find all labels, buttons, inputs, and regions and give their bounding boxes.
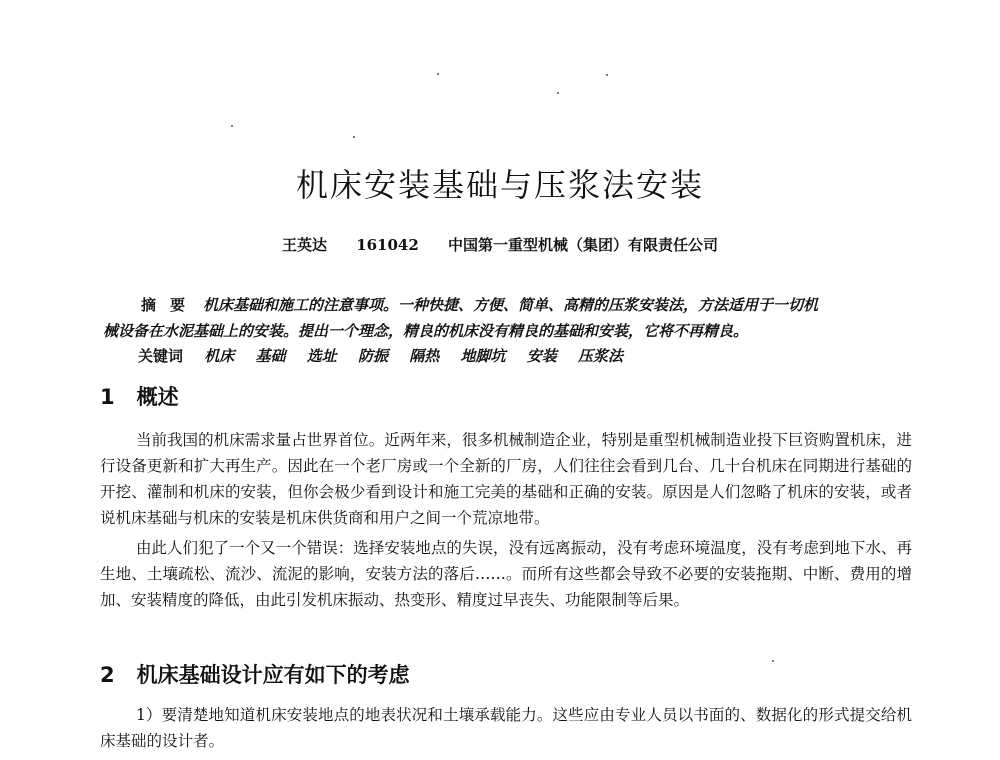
- scan-speck: [437, 73, 439, 75]
- keyword: 机床: [204, 347, 235, 365]
- scan-speck: [772, 660, 774, 662]
- scan-speck: [557, 92, 559, 94]
- abstract-line-2: 械设备在水泥基础上的安装。提出一个理念，精良的机床没有精良的基础和安装，它将不再精良。: [103, 322, 749, 340]
- author-name: 王英达: [281, 236, 327, 254]
- abstract-line-1: [103, 292, 913, 318]
- keywords: [138, 345, 639, 366]
- section-1-heading: [100, 381, 179, 411]
- author-line: [0, 234, 1000, 255]
- section-2-heading: [100, 659, 410, 689]
- keyword: 隔热: [409, 347, 440, 365]
- section-title: 概述: [136, 385, 179, 409]
- keyword: 基础: [255, 347, 286, 365]
- section-1-paragraph-2: 由此人们犯了一个又一个错误：选择安装地点的失误，没有远离振动，没有考虑环境温度，没有考虑到地下水、再生地、土壤疏松、流沙、流泥的影响，安装方法的落后……。而所有这些都会导致不必要的安装拖期、中断、费用的增加、安装精度的降低，由此引发机床振动、热变形、精度过早丧失、功能限制等后果。: [100, 539, 912, 609]
- keywords-label: 关键词: [138, 347, 184, 365]
- keyword: 压浆法: [578, 347, 624, 365]
- scan-speck: [231, 125, 233, 127]
- author-postcode: 161042: [356, 236, 419, 254]
- abstract-text-1: 机床基础和施工的注意事项。一种快捷、方便、简单、高精的压浆安装法，方法适用于一切机: [203, 296, 819, 314]
- section-title: 机床基础设计应有如下的考虑: [136, 663, 410, 687]
- abstract-label: 摘要: [141, 296, 200, 314]
- abstract: [103, 292, 913, 344]
- keyword: 选址: [306, 347, 337, 365]
- section-number: 2: [100, 663, 115, 687]
- section-1-paragraph-1: 当前我国的机床需求量占世界首位。近两年来，很多机械制造企业，特别是重型机械制造业投下巨资购置机床，进行设备更新和扩大再生产。因此在一个老厂房或一个全新的厂房，人们往往会看到几台、几十台机床在同期进行基础的开挖、灌制和机床的安装，但你会极少看到设计和施工完美的基础和正确的安装。原因是人们忽略了机床的安装，或者说机床基础与机床的安装是机床供货商和用户之间一个荒凉地带。: [100, 431, 912, 527]
- keyword: 地脚坑: [460, 347, 506, 365]
- author-affiliation: 中国第一重型机械（集团）有限责任公司: [448, 236, 719, 254]
- keyword: 防振: [358, 347, 389, 365]
- section-number: 1: [100, 385, 115, 409]
- scan-speck: [353, 136, 355, 138]
- keyword: 安装: [526, 347, 557, 365]
- section-2-paragraph-1: 1）要清楚地知道机床安装地点的地表状况和土壤承载能力。这些应由专业人员以书面的、数据化的形式提交给机床基础的设计者。: [100, 706, 912, 750]
- paper-title: 机床安装基础与压浆法安装: [295, 166, 704, 204]
- scan-speck: [606, 74, 608, 76]
